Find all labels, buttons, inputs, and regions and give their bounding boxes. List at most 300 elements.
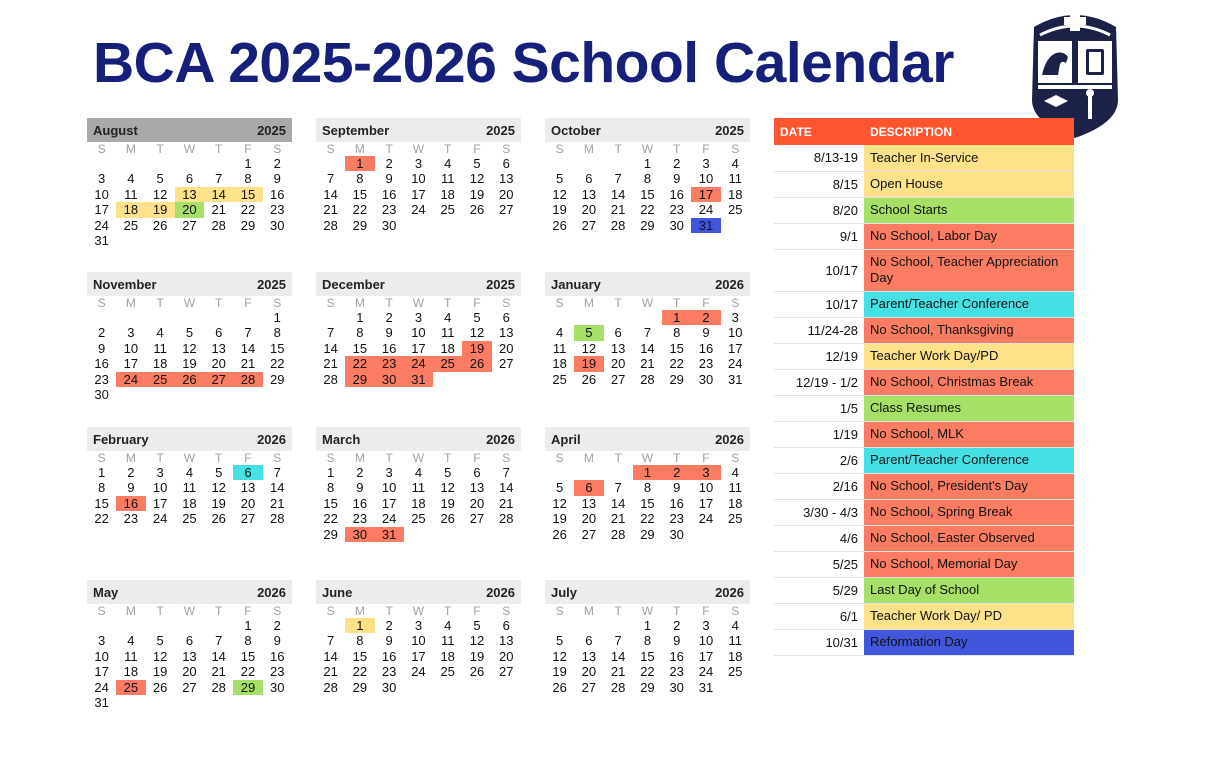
day-cell: 26 xyxy=(469,664,485,680)
empty-day-cell xyxy=(204,156,233,171)
event-row xyxy=(774,145,1074,171)
day-cell: 22 xyxy=(269,356,285,372)
week-row xyxy=(545,341,750,356)
day-cell: 5 xyxy=(473,310,481,325)
day-cell: 13 xyxy=(610,340,626,356)
month-february xyxy=(87,427,292,527)
month-june xyxy=(316,580,521,695)
day-cell: 24 xyxy=(698,664,714,680)
month-header xyxy=(316,427,521,451)
week-row xyxy=(316,187,521,202)
day-cell: 7 xyxy=(215,633,223,649)
month-header xyxy=(87,427,292,451)
day-cell: 18 xyxy=(123,664,139,680)
month-name: December xyxy=(322,276,385,292)
weekday-label: M xyxy=(583,296,594,310)
day-cell: 9 xyxy=(98,340,106,356)
event-date: 2/6 xyxy=(774,447,864,473)
event-row xyxy=(774,197,1074,223)
weekday-label: M xyxy=(583,451,594,465)
day-cell: 26 xyxy=(440,511,455,527)
day-cell: 12 xyxy=(182,340,197,356)
event-row xyxy=(774,291,1074,317)
day-cell: 12 xyxy=(552,186,567,202)
day-cell: 7 xyxy=(244,325,252,341)
weekday-label: T xyxy=(156,604,164,618)
week-row xyxy=(545,187,750,202)
month-april xyxy=(545,427,750,542)
day-cell: 8 xyxy=(244,171,252,187)
day-cell: 11 xyxy=(182,480,197,496)
event-date: 8/15 xyxy=(774,171,864,197)
day-cell: 19 xyxy=(469,648,485,664)
week-row xyxy=(87,465,292,480)
empty-day-cell xyxy=(204,310,233,325)
month-name: January xyxy=(551,276,601,292)
month-november xyxy=(87,272,292,402)
weekday-label: M xyxy=(354,296,365,310)
day-cell: 8 xyxy=(643,480,652,496)
day-cell: 20 xyxy=(498,186,514,202)
weekday-label: S xyxy=(555,451,564,465)
day-cell: 29 xyxy=(352,679,368,695)
day-cell: 6 xyxy=(585,633,593,649)
day-cell: 29 xyxy=(352,217,368,233)
week-row xyxy=(316,664,521,679)
empty-day-cell xyxy=(721,680,750,695)
day-cell: 29 xyxy=(269,371,285,387)
event-description: Parent/Teacher Conference xyxy=(864,291,1074,317)
week-row xyxy=(545,310,750,325)
day-cell: 31 xyxy=(94,694,109,710)
day-cell: 17 xyxy=(94,202,109,218)
day-cell: 16 xyxy=(669,495,684,511)
day-cell: 9 xyxy=(385,325,393,341)
week-row xyxy=(87,325,292,340)
day-cell: 29 xyxy=(240,217,256,233)
weekday-label: T xyxy=(673,142,681,156)
day-cell: 28 xyxy=(233,372,262,387)
week-row xyxy=(545,618,750,633)
day-cell: 13 xyxy=(498,171,514,187)
week-row xyxy=(87,649,292,664)
week-row xyxy=(316,618,521,633)
weekday-labels xyxy=(316,451,521,465)
empty-day-cell xyxy=(462,527,491,542)
day-cell: 21 xyxy=(610,664,626,680)
day-cell: 13 xyxy=(581,648,597,664)
day-cell: 23 xyxy=(375,356,404,371)
day-cell: 6 xyxy=(502,310,510,325)
weekday-label: F xyxy=(244,296,252,310)
weekday-labels xyxy=(545,296,750,310)
day-cell: 23 xyxy=(269,202,285,218)
day-cell: 14 xyxy=(204,187,233,202)
day-cell: 28 xyxy=(640,371,655,387)
weekday-label: T xyxy=(156,142,164,156)
day-cell: 7 xyxy=(614,171,622,187)
day-cell: 30 xyxy=(269,679,285,695)
day-cell: 1 xyxy=(643,618,652,633)
week-row xyxy=(545,480,750,495)
day-cell: 30 xyxy=(669,217,684,233)
empty-day-cell xyxy=(146,387,175,402)
day-cell: 3 xyxy=(414,310,423,325)
day-cell: 9 xyxy=(673,480,681,496)
day-cell: 18 xyxy=(440,186,455,202)
day-cell: 17 xyxy=(123,356,139,372)
day-cell: 28 xyxy=(610,679,626,695)
weekday-label: M xyxy=(583,604,594,618)
event-date: 8/20 xyxy=(774,197,864,223)
day-cell: 9 xyxy=(385,171,393,187)
week-row xyxy=(87,187,292,202)
weekday-label: F xyxy=(473,296,481,310)
day-cell: 26 xyxy=(469,202,485,218)
weekday-label: W xyxy=(412,296,425,310)
event-date: 3/30 - 4/3 xyxy=(774,499,864,525)
day-cell: 19 xyxy=(552,202,567,218)
weekday-label: S xyxy=(502,142,511,156)
day-cell: 26 xyxy=(581,371,597,387)
week-row xyxy=(316,480,521,495)
event-description: No School, Christmas Break xyxy=(864,369,1074,395)
day-cell: 3 xyxy=(98,171,106,187)
event-row xyxy=(774,551,1074,577)
weekday-label: T xyxy=(156,451,164,465)
event-description: School Starts xyxy=(864,197,1074,223)
day-cell: 8 xyxy=(643,633,652,649)
day-cell: 8 xyxy=(356,171,364,187)
week-row xyxy=(545,218,750,233)
day-cell: 15 xyxy=(94,495,109,511)
day-cell: 28 xyxy=(610,526,626,542)
day-cell: 20 xyxy=(581,202,597,218)
weekday-label: T xyxy=(215,142,223,156)
day-cell: 13 xyxy=(240,480,256,496)
day-cell: 12 xyxy=(469,171,485,187)
day-cell: 23 xyxy=(269,664,285,680)
day-cell: 27 xyxy=(498,356,514,372)
week-row xyxy=(87,680,292,695)
empty-day-cell xyxy=(175,310,204,325)
day-cell: 1 xyxy=(633,465,662,480)
month-header xyxy=(316,118,521,142)
day-cell: 30 xyxy=(269,217,285,233)
day-cell: 26 xyxy=(552,217,567,233)
day-cell: 2 xyxy=(98,325,106,341)
empty-day-cell xyxy=(146,310,175,325)
day-cell: 23 xyxy=(94,371,109,387)
day-cell: 31 xyxy=(727,371,743,387)
event-row xyxy=(774,369,1074,395)
day-cell: 30 xyxy=(669,526,684,542)
day-cell: 19 xyxy=(469,186,485,202)
month-year: 2026 xyxy=(257,584,286,600)
day-cell: 17 xyxy=(381,495,397,511)
day-cell: 22 xyxy=(94,511,109,527)
weekday-label: W xyxy=(412,142,425,156)
day-cell: 14 xyxy=(323,340,338,356)
day-cell: 29 xyxy=(323,526,338,542)
empty-day-cell xyxy=(116,695,145,710)
day-cell: 7 xyxy=(614,633,622,649)
week-row xyxy=(545,664,750,679)
empty-day-cell xyxy=(404,680,433,695)
empty-day-cell xyxy=(545,465,574,480)
event-row xyxy=(774,473,1074,499)
day-cell: 23 xyxy=(669,511,684,527)
day-cell: 12 xyxy=(152,648,168,664)
event-date: 1/19 xyxy=(774,421,864,447)
day-cell: 22 xyxy=(352,664,368,680)
day-cell: 19 xyxy=(552,664,567,680)
day-cell: 3 xyxy=(156,465,164,480)
day-cell: 9 xyxy=(385,633,393,649)
day-cell: 7 xyxy=(327,633,335,649)
day-cell: 30 xyxy=(381,217,397,233)
event-description: Open House xyxy=(864,171,1074,197)
day-cell: 2 xyxy=(127,465,135,480)
empty-day-cell xyxy=(721,218,750,233)
weekday-label: S xyxy=(273,142,282,156)
day-cell: 15 xyxy=(640,648,655,664)
day-cell: 8 xyxy=(673,325,681,341)
event-row xyxy=(774,343,1074,369)
day-cell: 27 xyxy=(204,372,233,387)
day-cell: 22 xyxy=(352,202,368,218)
day-cell: 25 xyxy=(552,371,567,387)
day-cell: 1 xyxy=(662,310,691,325)
day-cell: 16 xyxy=(698,340,714,356)
day-cell: 7 xyxy=(643,325,652,341)
day-cell: 1 xyxy=(273,310,281,325)
empty-day-cell xyxy=(462,218,491,233)
week-row xyxy=(87,695,292,710)
day-cell: 27 xyxy=(498,202,514,218)
month-header xyxy=(87,272,292,296)
month-header xyxy=(316,580,521,604)
day-cell: 7 xyxy=(502,465,510,480)
day-cell: 24 xyxy=(116,372,145,387)
weekday-label: F xyxy=(244,142,252,156)
day-cell: 6 xyxy=(185,171,194,187)
month-header xyxy=(545,427,750,451)
day-cell: 20 xyxy=(240,495,256,511)
weekday-label: W xyxy=(641,296,654,310)
day-cell: 6 xyxy=(185,633,194,649)
event-row xyxy=(774,171,1074,197)
day-cell: 26 xyxy=(462,356,491,371)
empty-day-cell xyxy=(204,695,233,710)
empty-day-cell xyxy=(316,156,345,171)
day-cell: 17 xyxy=(727,340,743,356)
day-cell: 3 xyxy=(98,633,106,649)
event-description: Teacher Work Day/PD xyxy=(864,343,1074,369)
weekday-label: M xyxy=(583,142,594,156)
day-cell: 1 xyxy=(345,156,374,171)
month-year: 2025 xyxy=(486,122,515,138)
day-cell: 19 xyxy=(182,356,197,372)
day-cell: 21 xyxy=(323,202,338,218)
day-cell: 31 xyxy=(691,218,720,233)
empty-day-cell xyxy=(574,310,603,325)
day-cell: 24 xyxy=(152,511,168,527)
day-cell: 16 xyxy=(352,495,368,511)
day-cell: 2 xyxy=(273,618,281,633)
weekday-labels xyxy=(545,604,750,618)
month-name: June xyxy=(322,584,353,600)
day-cell: 4 xyxy=(127,633,135,649)
empty-day-cell xyxy=(604,310,633,325)
weekday-labels xyxy=(316,296,521,310)
week-row xyxy=(87,218,292,233)
day-cell: 16 xyxy=(381,648,397,664)
day-cell: 27 xyxy=(581,526,597,542)
empty-day-cell xyxy=(116,156,145,171)
weekday-labels xyxy=(87,451,292,465)
day-cell: 16 xyxy=(94,356,109,372)
month-december xyxy=(316,272,521,387)
event-date: 12/19 xyxy=(774,343,864,369)
day-cell: 10 xyxy=(698,633,714,649)
day-cell: 5 xyxy=(556,171,564,187)
empty-day-cell xyxy=(146,156,175,171)
day-cell: 1 xyxy=(244,618,252,633)
month-header xyxy=(87,580,292,604)
day-cell: 13 xyxy=(581,495,597,511)
event-row xyxy=(774,317,1074,343)
weekday-label: T xyxy=(614,142,622,156)
day-cell: 25 xyxy=(146,372,175,387)
weekday-label: M xyxy=(125,604,136,618)
day-cell: 26 xyxy=(175,372,204,387)
weekday-label: T xyxy=(156,296,164,310)
day-cell: 1 xyxy=(356,310,364,325)
day-cell: 27 xyxy=(182,217,197,233)
day-cell: 18 xyxy=(116,202,145,217)
weekday-label: T xyxy=(673,451,681,465)
weekday-label: S xyxy=(273,296,282,310)
weekday-label: T xyxy=(614,296,622,310)
day-cell: 20 xyxy=(175,202,204,217)
day-cell: 29 xyxy=(669,371,684,387)
day-cell: 25 xyxy=(411,511,426,527)
weekday-label: W xyxy=(183,296,196,310)
week-row xyxy=(316,649,521,664)
week-row xyxy=(545,511,750,526)
weekday-label: W xyxy=(183,451,196,465)
day-cell: 21 xyxy=(323,664,338,680)
day-cell: 5 xyxy=(215,465,223,480)
day-cell: 24 xyxy=(698,511,714,527)
event-date: 4/6 xyxy=(774,525,864,551)
day-cell: 6 xyxy=(473,465,481,480)
day-cell: 24 xyxy=(727,356,743,372)
day-cell: 17 xyxy=(411,186,426,202)
day-cell: 15 xyxy=(640,495,655,511)
empty-day-cell xyxy=(233,310,262,325)
day-cell: 18 xyxy=(152,356,168,372)
day-cell: 12 xyxy=(581,340,597,356)
day-cell: 10 xyxy=(727,325,743,341)
day-cell: 27 xyxy=(581,217,597,233)
weekday-label: T xyxy=(385,604,393,618)
weekday-label: S xyxy=(273,451,282,465)
month-name: April xyxy=(551,431,581,447)
weekday-labels xyxy=(87,142,292,156)
day-cell: 12 xyxy=(469,325,485,341)
empty-day-cell xyxy=(233,695,262,710)
day-cell: 20 xyxy=(211,356,226,372)
week-row xyxy=(87,171,292,186)
empty-day-cell xyxy=(87,310,116,325)
day-cell: 2 xyxy=(691,310,720,325)
event-date: 8/13-19 xyxy=(774,145,864,171)
day-cell: 5 xyxy=(473,156,481,171)
weekday-labels xyxy=(545,142,750,156)
weekday-label: S xyxy=(502,604,511,618)
weekday-label: S xyxy=(326,296,335,310)
day-cell: 7 xyxy=(614,480,622,496)
day-cell: 30 xyxy=(94,386,109,402)
weekday-label: M xyxy=(125,142,136,156)
week-row xyxy=(87,496,292,511)
week-row xyxy=(316,218,521,233)
day-cell: 10 xyxy=(411,325,426,341)
day-cell: 20 xyxy=(610,356,626,372)
day-cell: 11 xyxy=(440,171,455,187)
empty-day-cell xyxy=(574,465,603,480)
weekday-label: S xyxy=(555,296,564,310)
weekday-label: M xyxy=(354,142,365,156)
week-row xyxy=(545,325,750,340)
day-cell: 5 xyxy=(444,465,452,480)
empty-day-cell xyxy=(721,527,750,542)
events-header-row xyxy=(774,118,1074,145)
day-cell: 27 xyxy=(182,679,197,695)
day-cell: 16 xyxy=(381,340,397,356)
day-cell: 30 xyxy=(698,371,714,387)
empty-day-cell xyxy=(175,695,204,710)
day-cell: 17 xyxy=(152,495,168,511)
day-cell: 3 xyxy=(385,465,393,480)
week-row xyxy=(87,387,292,402)
weekday-label: T xyxy=(614,451,622,465)
month-year: 2026 xyxy=(486,431,515,447)
day-cell: 2 xyxy=(273,156,281,171)
week-row xyxy=(545,171,750,186)
month-year: 2026 xyxy=(715,276,744,292)
event-description: No School, MLK xyxy=(864,421,1074,447)
weekday-label: T xyxy=(614,604,622,618)
day-cell: 19 xyxy=(152,664,168,680)
day-cell: 16 xyxy=(669,648,684,664)
day-cell: 24 xyxy=(698,202,714,218)
day-cell: 31 xyxy=(94,232,109,248)
day-cell: 20 xyxy=(581,664,597,680)
event-date: 6/1 xyxy=(774,603,864,629)
empty-day-cell xyxy=(433,372,462,387)
events-table xyxy=(774,118,1074,656)
month-may xyxy=(87,580,292,710)
month-year: 2026 xyxy=(715,584,744,600)
event-date: 12/19 - 1/2 xyxy=(774,369,864,395)
day-cell: 20 xyxy=(498,648,514,664)
day-cell: 3 xyxy=(127,325,135,341)
day-cell: 7 xyxy=(327,171,335,187)
day-cell: 3 xyxy=(414,618,423,633)
